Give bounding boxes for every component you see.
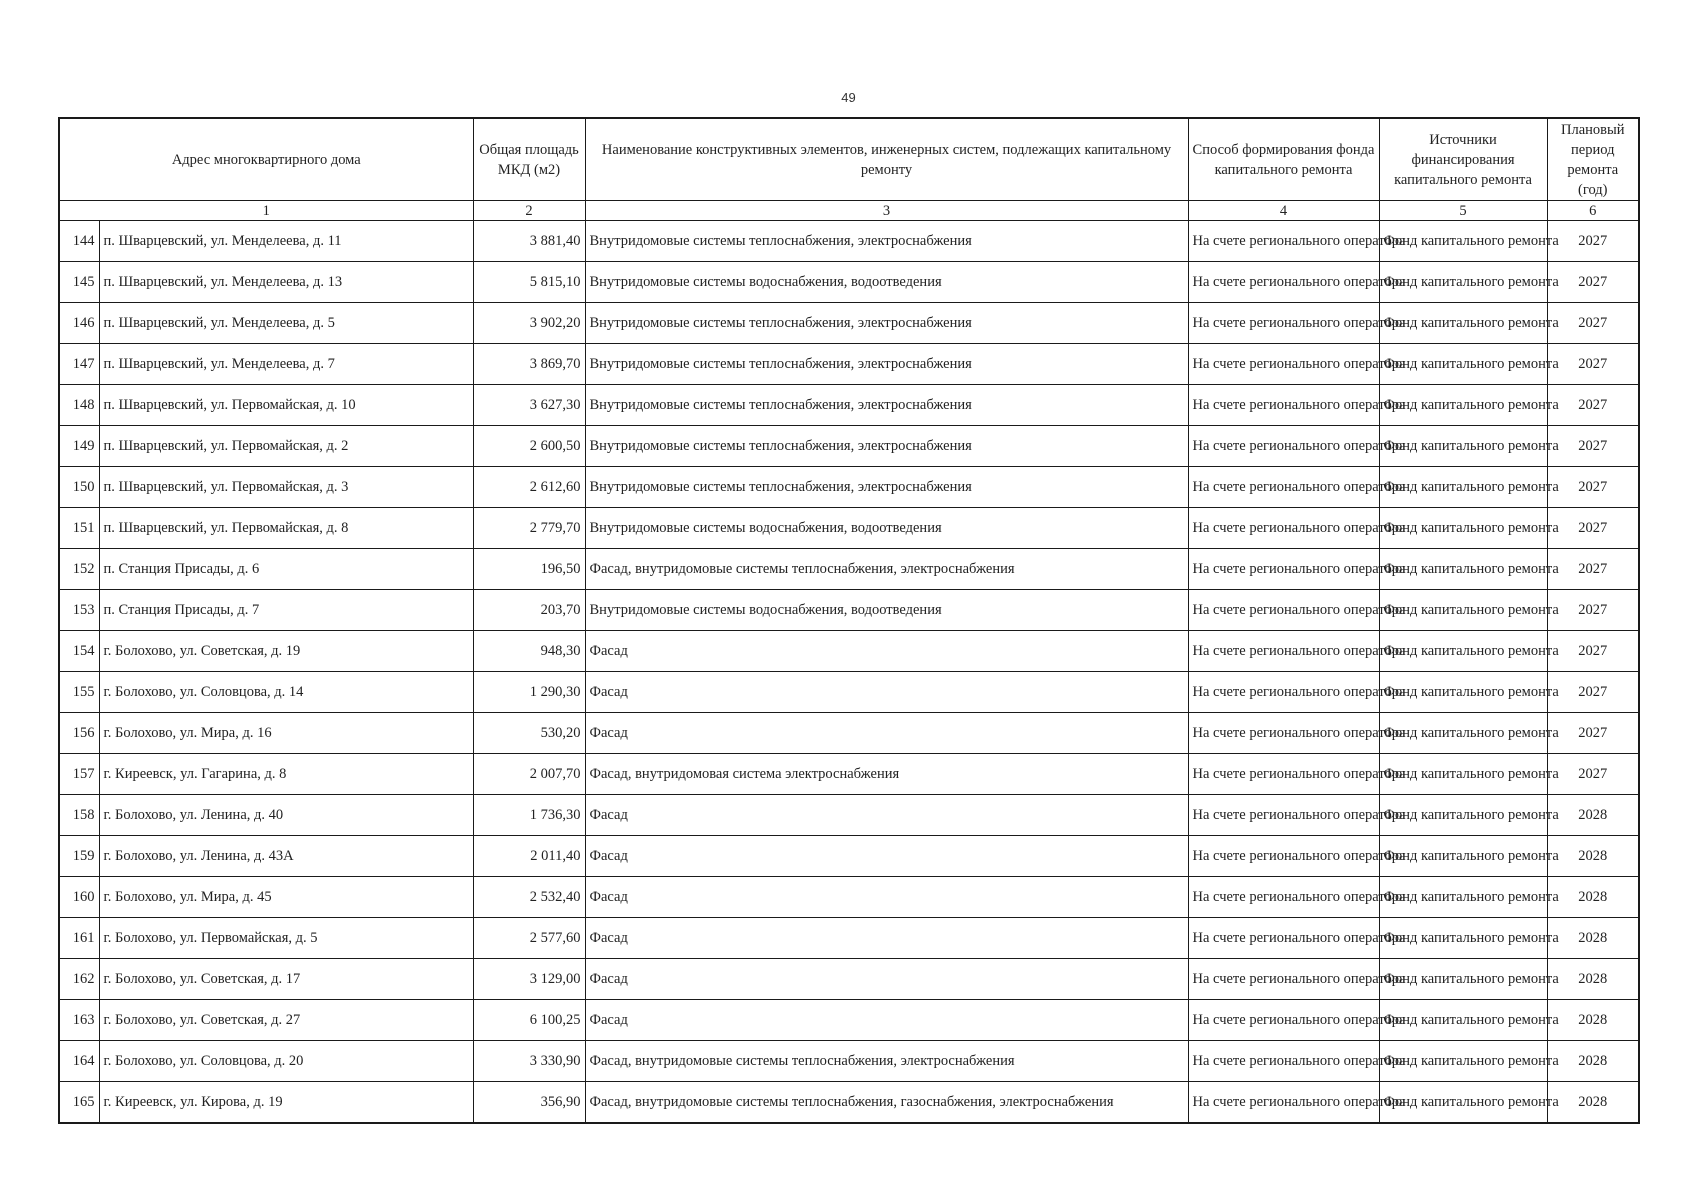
- source-cell: Фонд капитального ремонта: [1379, 508, 1547, 549]
- area-cell: 3 129,00: [473, 959, 585, 1000]
- year-cell: 2027: [1547, 426, 1639, 467]
- source-cell: Фонд капитального ремонта: [1379, 344, 1547, 385]
- header-period: Плановый период ремонта (год): [1547, 118, 1639, 201]
- year-cell: 2028: [1547, 1041, 1639, 1082]
- row-number: 155: [59, 672, 99, 713]
- method-cell: На счете регионального оператора: [1188, 262, 1379, 303]
- column-number: 6: [1547, 201, 1639, 221]
- year-cell: 2027: [1547, 467, 1639, 508]
- source-cell: Фонд капитального ремонта: [1379, 713, 1547, 754]
- area-cell: 3 869,70: [473, 344, 585, 385]
- area-cell: 2 779,70: [473, 508, 585, 549]
- source-cell: Фонд капитального ремонта: [1379, 631, 1547, 672]
- row-number: 148: [59, 385, 99, 426]
- address-cell: г. Киреевск, ул. Кирова, д. 19: [99, 1082, 473, 1124]
- year-cell: 2027: [1547, 713, 1639, 754]
- elements-cell: Фасад: [585, 877, 1188, 918]
- table-row: [59, 1000, 1639, 1041]
- row-number: 156: [59, 713, 99, 754]
- address-cell: г. Болохово, ул. Соловцова, д. 14: [99, 672, 473, 713]
- address-cell: г. Болохово, ул. Первомайская, д. 5: [99, 918, 473, 959]
- source-cell: Фонд капитального ремонта: [1379, 221, 1547, 262]
- row-number: 153: [59, 590, 99, 631]
- row-number: 165: [59, 1082, 99, 1124]
- address-cell: г. Болохово, ул. Ленина, д. 43А: [99, 836, 473, 877]
- method-cell: На счете регионального оператора: [1188, 713, 1379, 754]
- address-cell: г. Болохово, ул. Соловцова, д. 20: [99, 1041, 473, 1082]
- column-number: 1: [59, 201, 473, 221]
- elements-cell: Фасад: [585, 713, 1188, 754]
- table-row: [59, 1082, 1639, 1124]
- method-cell: На счете регионального оператора: [1188, 1000, 1379, 1041]
- area-cell: 530,20: [473, 713, 585, 754]
- table-row: [59, 385, 1639, 426]
- address-cell: п. Шварцевский, ул. Первомайская, д. 2: [99, 426, 473, 467]
- table-row: [59, 631, 1639, 672]
- table-row: [59, 713, 1639, 754]
- area-cell: 6 100,25: [473, 1000, 585, 1041]
- address-cell: г. Болохово, ул. Мира, д. 45: [99, 877, 473, 918]
- elements-cell: Фасад: [585, 795, 1188, 836]
- elements-cell: Фасад, внутридомовые системы теплоснабжения, электроснабжения: [585, 1041, 1188, 1082]
- row-number: 159: [59, 836, 99, 877]
- row-number: 158: [59, 795, 99, 836]
- area-cell: 3 881,40: [473, 221, 585, 262]
- year-cell: 2027: [1547, 303, 1639, 344]
- address-cell: п. Шварцевский, ул. Первомайская, д. 8: [99, 508, 473, 549]
- method-cell: На счете регионального оператора: [1188, 549, 1379, 590]
- method-cell: На счете регионального оператора: [1188, 795, 1379, 836]
- method-cell: На счете регионального оператора: [1188, 344, 1379, 385]
- elements-cell: Фасад: [585, 1000, 1188, 1041]
- area-cell: 2 532,40: [473, 877, 585, 918]
- row-number: 144: [59, 221, 99, 262]
- address-cell: г. Болохово, ул. Советская, д. 19: [99, 631, 473, 672]
- address-cell: г. Болохово, ул. Ленина, д. 40: [99, 795, 473, 836]
- method-cell: На счете регионального оператора: [1188, 1082, 1379, 1124]
- row-number: 149: [59, 426, 99, 467]
- table-row: [59, 508, 1639, 549]
- repair-plan-table: [58, 117, 1640, 1124]
- area-cell: 2 011,40: [473, 836, 585, 877]
- method-cell: На счете регионального оператора: [1188, 221, 1379, 262]
- table-row: [59, 795, 1639, 836]
- method-cell: На счете регионального оператора: [1188, 385, 1379, 426]
- method-cell: На счете регионального оператора: [1188, 467, 1379, 508]
- column-number: 3: [585, 201, 1188, 221]
- year-cell: 2027: [1547, 754, 1639, 795]
- row-number: 164: [59, 1041, 99, 1082]
- source-cell: Фонд капитального ремонта: [1379, 672, 1547, 713]
- year-cell: 2027: [1547, 549, 1639, 590]
- header-row: [59, 118, 1639, 201]
- row-number: 147: [59, 344, 99, 385]
- table-row: [59, 918, 1639, 959]
- year-cell: 2027: [1547, 508, 1639, 549]
- row-number: 150: [59, 467, 99, 508]
- area-cell: 203,70: [473, 590, 585, 631]
- elements-cell: Внутридомовые системы теплоснабжения, электроснабжения: [585, 221, 1188, 262]
- address-cell: п. Шварцевский, ул. Первомайская, д. 3: [99, 467, 473, 508]
- row-number: 163: [59, 1000, 99, 1041]
- source-cell: Фонд капитального ремонта: [1379, 1041, 1547, 1082]
- source-cell: Фонд капитального ремонта: [1379, 385, 1547, 426]
- year-cell: 2028: [1547, 1000, 1639, 1041]
- elements-cell: Фасад: [585, 631, 1188, 672]
- year-cell: 2028: [1547, 1082, 1639, 1124]
- area-cell: 2 577,60: [473, 918, 585, 959]
- year-cell: 2027: [1547, 344, 1639, 385]
- header-method: Способ формирования фонда капитального ремонта: [1188, 118, 1379, 201]
- area-cell: 5 815,10: [473, 262, 585, 303]
- source-cell: Фонд капитального ремонта: [1379, 467, 1547, 508]
- method-cell: На счете регионального оператора: [1188, 1041, 1379, 1082]
- method-cell: На счете регионального оператора: [1188, 836, 1379, 877]
- source-cell: Фонд капитального ремонта: [1379, 1000, 1547, 1041]
- source-cell: Фонд капитального ремонта: [1379, 303, 1547, 344]
- header-elements: Наименование конструктивных элементов, инженерных систем, подлежащих капитальному ремонту: [585, 118, 1188, 201]
- method-cell: На счете регионального оператора: [1188, 877, 1379, 918]
- table-row: [59, 426, 1639, 467]
- area-cell: 3 627,30: [473, 385, 585, 426]
- address-cell: п. Шварцевский, ул. Первомайская, д. 10: [99, 385, 473, 426]
- table-row: [59, 1041, 1639, 1082]
- table-row: [59, 344, 1639, 385]
- source-cell: Фонд капитального ремонта: [1379, 426, 1547, 467]
- address-cell: п. Шварцевский, ул. Менделеева, д. 11: [99, 221, 473, 262]
- source-cell: Фонд капитального ремонта: [1379, 754, 1547, 795]
- table-row: [59, 262, 1639, 303]
- row-number: 146: [59, 303, 99, 344]
- table-row: [59, 754, 1639, 795]
- table-row: [59, 303, 1639, 344]
- address-cell: г. Болохово, ул. Мира, д. 16: [99, 713, 473, 754]
- elements-cell: Фасад: [585, 836, 1188, 877]
- column-number: 4: [1188, 201, 1379, 221]
- elements-cell: Внутридомовые системы водоснабжения, водоотведения: [585, 262, 1188, 303]
- year-cell: 2028: [1547, 836, 1639, 877]
- table-row: [59, 672, 1639, 713]
- elements-cell: Внутридомовые системы теплоснабжения, электроснабжения: [585, 303, 1188, 344]
- column-number-row: [59, 201, 1639, 221]
- row-number: 145: [59, 262, 99, 303]
- area-cell: 2 007,70: [473, 754, 585, 795]
- elements-cell: Фасад, внутридомовые системы теплоснабжения, электроснабжения: [585, 549, 1188, 590]
- area-cell: 2 612,60: [473, 467, 585, 508]
- row-number: 160: [59, 877, 99, 918]
- address-cell: п. Станция Присады, д. 7: [99, 590, 473, 631]
- year-cell: 2028: [1547, 795, 1639, 836]
- address-cell: п. Станция Присады, д. 6: [99, 549, 473, 590]
- method-cell: На счете регионального оператора: [1188, 508, 1379, 549]
- elements-cell: Внутридомовые системы водоснабжения, водоотведения: [585, 508, 1188, 549]
- row-number: 154: [59, 631, 99, 672]
- header-address: Адрес многоквартирного дома: [59, 118, 473, 201]
- year-cell: 2027: [1547, 385, 1639, 426]
- address-cell: г. Болохово, ул. Советская, д. 17: [99, 959, 473, 1000]
- source-cell: Фонд капитального ремонта: [1379, 795, 1547, 836]
- header-area: Общая площадь МКД (м2): [473, 118, 585, 201]
- year-cell: 2027: [1547, 262, 1639, 303]
- table-row: [59, 590, 1639, 631]
- method-cell: На счете регионального оператора: [1188, 426, 1379, 467]
- table-row: [59, 549, 1639, 590]
- elements-cell: Внутридомовые системы теплоснабжения, электроснабжения: [585, 344, 1188, 385]
- address-cell: г. Болохово, ул. Советская, д. 27: [99, 1000, 473, 1041]
- year-cell: 2028: [1547, 918, 1639, 959]
- source-cell: Фонд капитального ремонта: [1379, 836, 1547, 877]
- column-number: 5: [1379, 201, 1547, 221]
- address-cell: п. Шварцевский, ул. Менделеева, д. 13: [99, 262, 473, 303]
- source-cell: Фонд капитального ремонта: [1379, 590, 1547, 631]
- method-cell: На счете регионального оператора: [1188, 631, 1379, 672]
- area-cell: 1 290,30: [473, 672, 585, 713]
- row-number: 151: [59, 508, 99, 549]
- area-cell: 1 736,30: [473, 795, 585, 836]
- table-row: [59, 221, 1639, 262]
- elements-cell: Фасад, внутридомовая система электроснабжения: [585, 754, 1188, 795]
- year-cell: 2028: [1547, 959, 1639, 1000]
- row-number: 161: [59, 918, 99, 959]
- row-number: 152: [59, 549, 99, 590]
- address-cell: п. Шварцевский, ул. Менделеева, д. 5: [99, 303, 473, 344]
- method-cell: На счете регионального оператора: [1188, 672, 1379, 713]
- address-cell: г. Киреевск, ул. Гагарина, д. 8: [99, 754, 473, 795]
- source-cell: Фонд капитального ремонта: [1379, 959, 1547, 1000]
- area-cell: 948,30: [473, 631, 585, 672]
- header-source: Источники финансирования капитального ремонта: [1379, 118, 1547, 201]
- source-cell: Фонд капитального ремонта: [1379, 549, 1547, 590]
- year-cell: 2028: [1547, 877, 1639, 918]
- elements-cell: Внутридомовые системы теплоснабжения, электроснабжения: [585, 426, 1188, 467]
- source-cell: Фонд капитального ремонта: [1379, 877, 1547, 918]
- year-cell: 2027: [1547, 221, 1639, 262]
- year-cell: 2027: [1547, 672, 1639, 713]
- table-body: [59, 221, 1639, 1124]
- method-cell: На счете регионального оператора: [1188, 754, 1379, 795]
- year-cell: 2027: [1547, 631, 1639, 672]
- table-row: [59, 467, 1639, 508]
- year-cell: 2027: [1547, 590, 1639, 631]
- column-number: 2: [473, 201, 585, 221]
- elements-cell: Фасад: [585, 959, 1188, 1000]
- source-cell: Фонд капитального ремонта: [1379, 918, 1547, 959]
- address-cell: п. Шварцевский, ул. Менделеева, д. 7: [99, 344, 473, 385]
- elements-cell: Внутридомовые системы теплоснабжения, электроснабжения: [585, 385, 1188, 426]
- method-cell: На счете регионального оператора: [1188, 303, 1379, 344]
- table-row: [59, 959, 1639, 1000]
- page-number: 49: [841, 90, 856, 105]
- area-cell: 3 902,20: [473, 303, 585, 344]
- area-cell: 3 330,90: [473, 1041, 585, 1082]
- table-row: [59, 836, 1639, 877]
- source-cell: Фонд капитального ремонта: [1379, 1082, 1547, 1124]
- elements-cell: Фасад, внутридомовые системы теплоснабжения, газоснабжения, электроснабжения: [585, 1082, 1188, 1124]
- method-cell: На счете регионального оператора: [1188, 918, 1379, 959]
- row-number: 162: [59, 959, 99, 1000]
- area-cell: 196,50: [473, 549, 585, 590]
- area-cell: 2 600,50: [473, 426, 585, 467]
- elements-cell: Внутридомовые системы теплоснабжения, электроснабжения: [585, 467, 1188, 508]
- elements-cell: Фасад: [585, 918, 1188, 959]
- source-cell: Фонд капитального ремонта: [1379, 262, 1547, 303]
- elements-cell: Внутридомовые системы водоснабжения, водоотведения: [585, 590, 1188, 631]
- method-cell: На счете регионального оператора: [1188, 959, 1379, 1000]
- row-number: 157: [59, 754, 99, 795]
- table-row: [59, 877, 1639, 918]
- method-cell: На счете регионального оператора: [1188, 590, 1379, 631]
- area-cell: 356,90: [473, 1082, 585, 1124]
- elements-cell: Фасад: [585, 672, 1188, 713]
